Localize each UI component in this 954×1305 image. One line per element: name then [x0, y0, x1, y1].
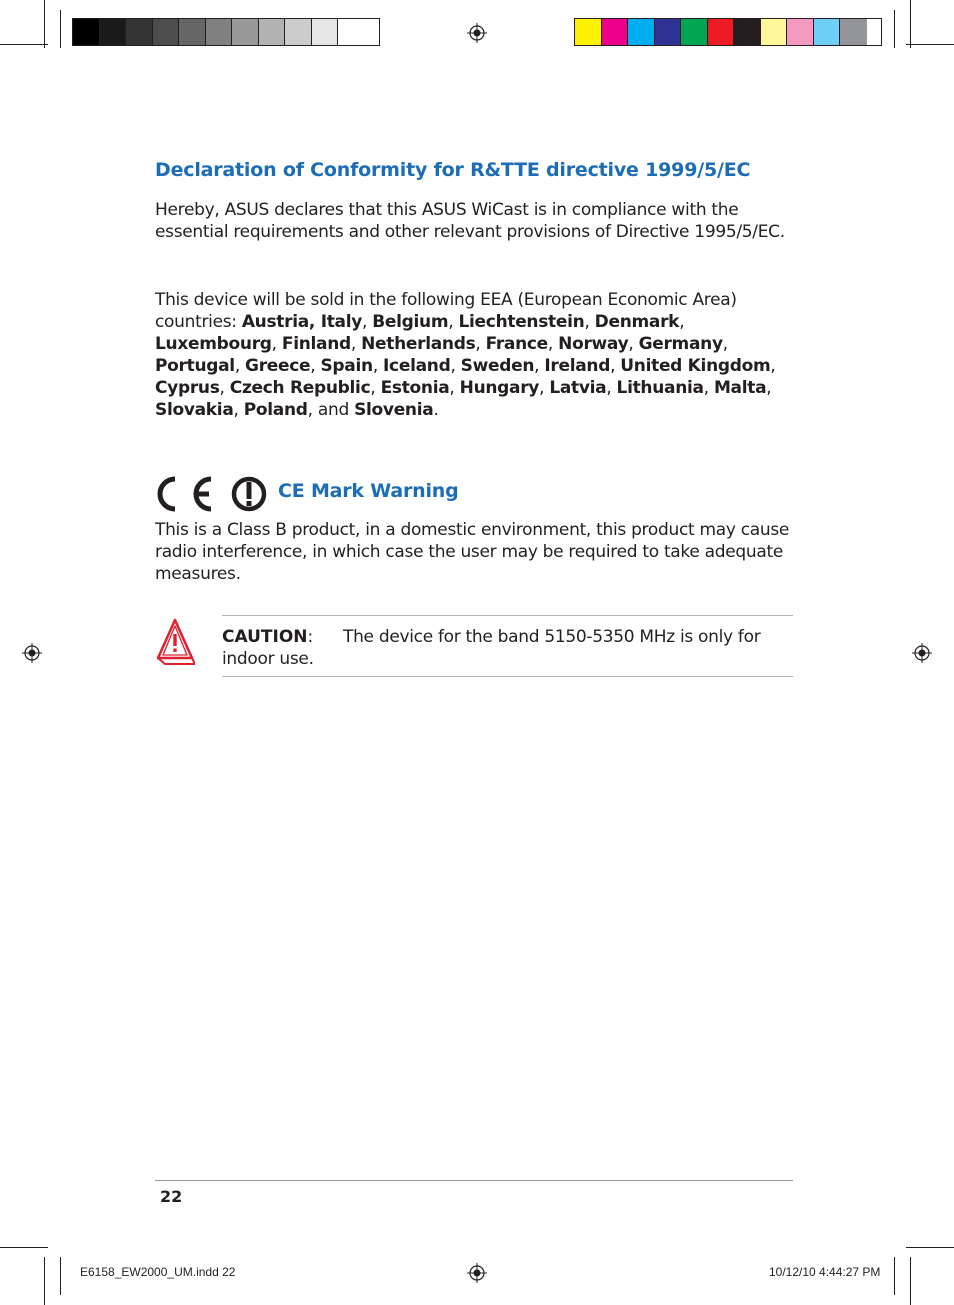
color-swatch [338, 19, 365, 45]
conformity-paragraph: Hereby, ASUS declares that this ASUS WiCast is in compliance with the essential requirements and other relevant provisions of Directive 1995/5/EC. [155, 200, 785, 242]
grayscale-bar [72, 18, 380, 46]
country-name: Lithuania [616, 378, 704, 398]
color-swatch [761, 19, 788, 45]
country-name: Portugal [155, 356, 235, 376]
color-swatch [285, 19, 312, 45]
color-swatch [312, 19, 339, 45]
country-name: Czech Republic [229, 378, 371, 398]
color-swatch [734, 19, 761, 45]
country-name: United Kingdom [620, 356, 771, 376]
country-name: Spain [320, 356, 373, 376]
color-swatch [153, 19, 180, 45]
country-name: Iceland [383, 356, 451, 376]
registration-target-icon [467, 23, 487, 43]
crop-mark [910, 1257, 911, 1305]
country-name: Slovakia [155, 400, 234, 420]
caution-text: The device for the band 5150-5350 MHz is only for [343, 627, 761, 647]
caution-bottom-rule [222, 676, 793, 677]
country-name: Ireland [544, 356, 611, 376]
caution-label-text: CAUTION [222, 627, 308, 647]
footer-rule [155, 1180, 793, 1181]
slug-filename: E6158_EW2000_UM.indd 22 [80, 1265, 236, 1279]
country-name: Netherlands [361, 334, 476, 354]
color-swatch [814, 19, 841, 45]
crop-mark [906, 1247, 954, 1248]
color-swatch [655, 19, 682, 45]
country-name: Latvia [549, 378, 607, 398]
country-name: Estonia [380, 378, 450, 398]
color-swatch [840, 19, 867, 45]
country-name: Hungary [459, 378, 540, 398]
color-swatch [259, 19, 286, 45]
color-swatch [232, 19, 259, 45]
crop-mark [0, 44, 48, 45]
ce-mark-icon [155, 474, 267, 514]
color-swatch [681, 19, 708, 45]
crop-mark [0, 1247, 48, 1248]
country-name: Malta [713, 378, 767, 398]
country-name: Denmark [594, 312, 680, 332]
country-name: Liechtenstein [458, 312, 585, 332]
color-swatch [628, 19, 655, 45]
section-title: Declaration of Conformity for R&TTE directive 1999/5/EC [155, 159, 751, 181]
crop-mark [894, 1257, 895, 1295]
caution-top-rule [222, 615, 793, 616]
crop-mark [60, 10, 61, 48]
registration-target-icon [22, 643, 42, 663]
color-swatch [73, 19, 100, 45]
slug-timestamp: 10/12/10 4:44:27 PM [769, 1265, 881, 1279]
country-list: Austria, Italy, Belgium, Liechtenstein, Denmark, Luxembourg, Finland, Netherlands, France, Norway, Germany, Portugal, Greece, Spain, Iceland, Sweden, Ireland, United Kingdom, Cyprus, Czech Republic, Estonia, Hungary, Latvia, Lithuania, Malta, Slovakia, Poland, and Slovenia. [155, 312, 776, 420]
color-swatch [575, 19, 602, 45]
country-name: Slovenia [354, 400, 434, 420]
countries-intro: This device will be sold in the following EEA (European Economic Area) countries: [155, 290, 737, 332]
country-name: Sweden [460, 356, 535, 376]
warning-triangle-icon [155, 618, 195, 666]
color-bar [574, 18, 882, 46]
crop-mark [44, 0, 45, 48]
caution-label: CAUTION: [222, 627, 314, 647]
countries-paragraph [155, 289, 795, 421]
country-name: Poland [243, 400, 308, 420]
country-name: Cyprus [155, 378, 220, 398]
country-name: Luxembourg [155, 334, 272, 354]
caution-text-continued: indoor use. [222, 649, 314, 669]
color-swatch [100, 19, 127, 45]
ce-warning-paragraph: This is a Class B product, in a domestic environment, this product may cause radio interference, in which case the user may be required to take adequate measures. [155, 520, 790, 584]
crop-mark [894, 10, 895, 48]
color-swatch [126, 19, 153, 45]
ce-mark-title: CE Mark Warning [278, 480, 459, 502]
country-name: France [485, 334, 548, 354]
crop-mark [906, 44, 954, 45]
crop-mark [44, 1257, 45, 1305]
country-name: Finland [281, 334, 351, 354]
country-name: Austria, Italy [241, 312, 363, 332]
color-swatch [179, 19, 206, 45]
page-number: 22 [160, 1187, 183, 1206]
country-name: Greece [245, 356, 311, 376]
registration-target-icon [467, 1263, 487, 1283]
crop-mark [910, 0, 911, 48]
country-name: Norway [558, 334, 629, 354]
color-swatch [787, 19, 814, 45]
crop-mark [60, 1257, 61, 1295]
color-swatch [708, 19, 735, 45]
country-name: Germany [638, 334, 723, 354]
color-swatch [602, 19, 629, 45]
color-swatch [206, 19, 233, 45]
country-name: Belgium [372, 312, 449, 332]
registration-target-icon [912, 643, 932, 663]
